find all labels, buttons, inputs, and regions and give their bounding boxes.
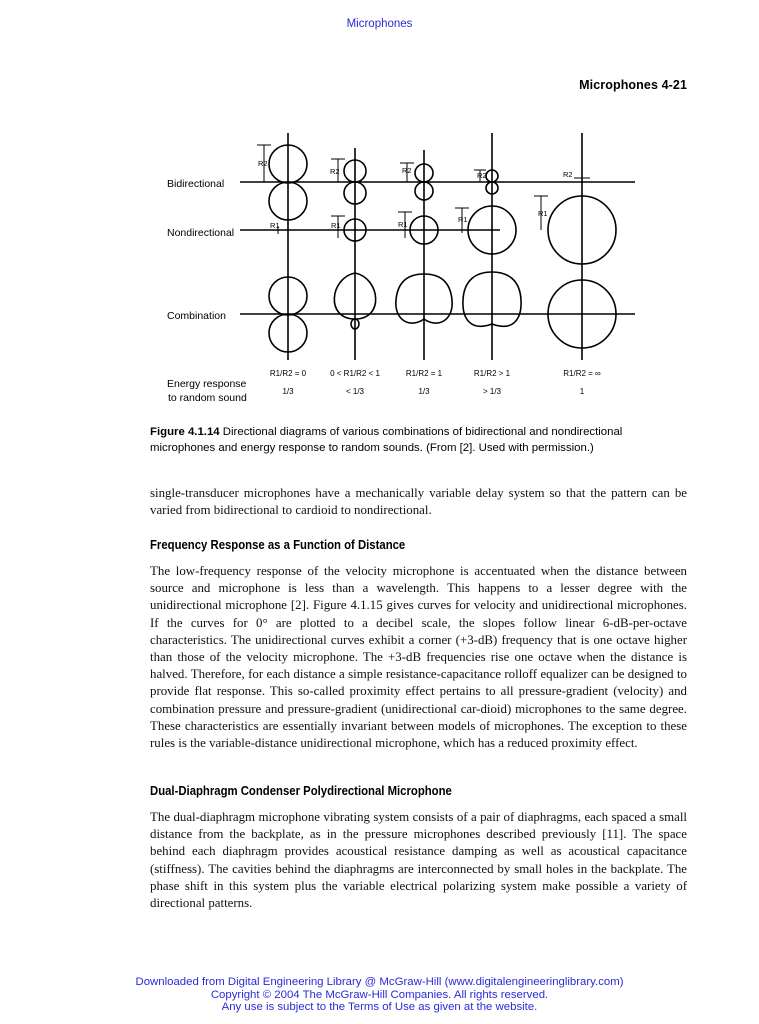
footer-copyright: Copyright © 2004 The McGraw-Hill Companies. All rights reserved.	[210, 988, 549, 1001]
caption-text: Directional diagrams of various combinations of bidirectional and nondirectional microphones and energy response to random sounds. (From [2]. Used with permission.)	[150, 426, 623, 454]
intro-paragraph: single-transducer microphones have a mechanically variable delay system so that the pattern can be varied from bidirectional to cardioid to nondirectional.	[150, 486, 687, 518]
energy-label-line2: to random sound	[168, 392, 247, 404]
svg-text:R1: R1	[398, 220, 408, 229]
col1-ratio: R1/R2 = 0	[269, 369, 307, 378]
col2-ratio: 0 < R1/R2 < 1	[330, 369, 380, 378]
footer-terms: Any use is subject to the Terms of Use as given at the website.	[221, 1001, 538, 1013]
svg-text:R2: R2	[563, 170, 573, 179]
col1-energy: 1/3	[282, 387, 294, 396]
dual-diaphragm-paragraph: The dual-diaphragm microphone vibrating system consists of a pair of diaphragms, each spaced a small distance from the backplate, as in the pressure microphones described previously [11]. The space behind each diaphragm provides acoustical resistance damping as well as acoustical capacitance (stiffness). The cavities behind the diaphragms are interconnected by small holes in the backplate. The phase shift in this system plus the variable electrical polarizing system make possible a variety of directional patterns.	[150, 810, 687, 911]
svg-text:R1: R1	[458, 215, 468, 224]
col4-energy: > 1/3	[482, 387, 502, 396]
col5-ratio: R1/R2 = ∞	[563, 369, 601, 378]
row-label-bidirectional: Bidirectional	[167, 178, 225, 190]
r1-label: R1	[270, 221, 280, 230]
frequency-response-paragraph: The low-frequency response of the velocity microphone is accentuated when the distance between source and microphone is less than a wavelength. This happens to a lesser degree with the unidirectional microphone [2]. Figure 4.1.15 gives curves for velocity and unidirectional microphones. If the curves for 0° are plotted to a decibel scale, the slopes follow linear 6-dB-per-octave characteristics. The unidirectional curves exhibit a corner (+3-dB) frequency that is one octave higher than those of the velocity microphone. The +3-dB frequencies rise one octave when the distance is halved. Therefore, for each distance a simple resistance-capacitance rolloff equalizer can be designed to provide flat response. This so-called proximity effect pertains to all pressure-gradient (velocity) and combination pressure and pressure-gradient (unidirectional car-dioid) microphones to the same degree. These characteristics are essentially invariant between models of microphones. The exception to these rules is the variable-distance unidirectional microphone, which has a reduced proximity effect.	[150, 564, 687, 751]
svg-text:R2: R2	[477, 171, 487, 180]
svg-text:R1: R1	[331, 221, 341, 230]
footer	[0, 976, 759, 1014]
col2-energy: < 1/3	[345, 387, 365, 396]
top-link[interactable]: Microphones	[346, 18, 413, 30]
footer-download-link[interactable]: Downloaded from Digital Engineering Library @ McGraw-Hill (www.digitalengineeringlibrary.com)	[135, 976, 624, 988]
col4-ratio: R1/R2 > 1	[473, 369, 511, 378]
section-heading-frequency-response: Frequency Response as a Function of Distance	[150, 537, 406, 552]
figure-caption	[150, 424, 690, 456]
caption-label: Figure 4.1.14	[150, 426, 220, 438]
col3-ratio: R1/R2 = 1	[405, 369, 443, 378]
r2-label: R2	[258, 159, 268, 168]
section-heading-dual-diaphragm: Dual-Diaphragm Condenser Polydirectional Microphone	[150, 783, 452, 798]
row-label-nondirectional: Nondirectional	[167, 227, 235, 239]
svg-text:R2: R2	[330, 167, 340, 176]
row-label-combination: Combination	[167, 310, 226, 322]
svg-text:R1: R1	[538, 209, 548, 218]
svg-text:R2: R2	[402, 166, 412, 175]
col5-energy: 1	[579, 387, 585, 396]
directional-diagram-figure	[160, 128, 640, 408]
running-head: Microphones 4-21	[579, 78, 687, 92]
col3-energy: 1/3	[418, 387, 430, 396]
energy-label-line1: Energy response	[167, 378, 247, 390]
